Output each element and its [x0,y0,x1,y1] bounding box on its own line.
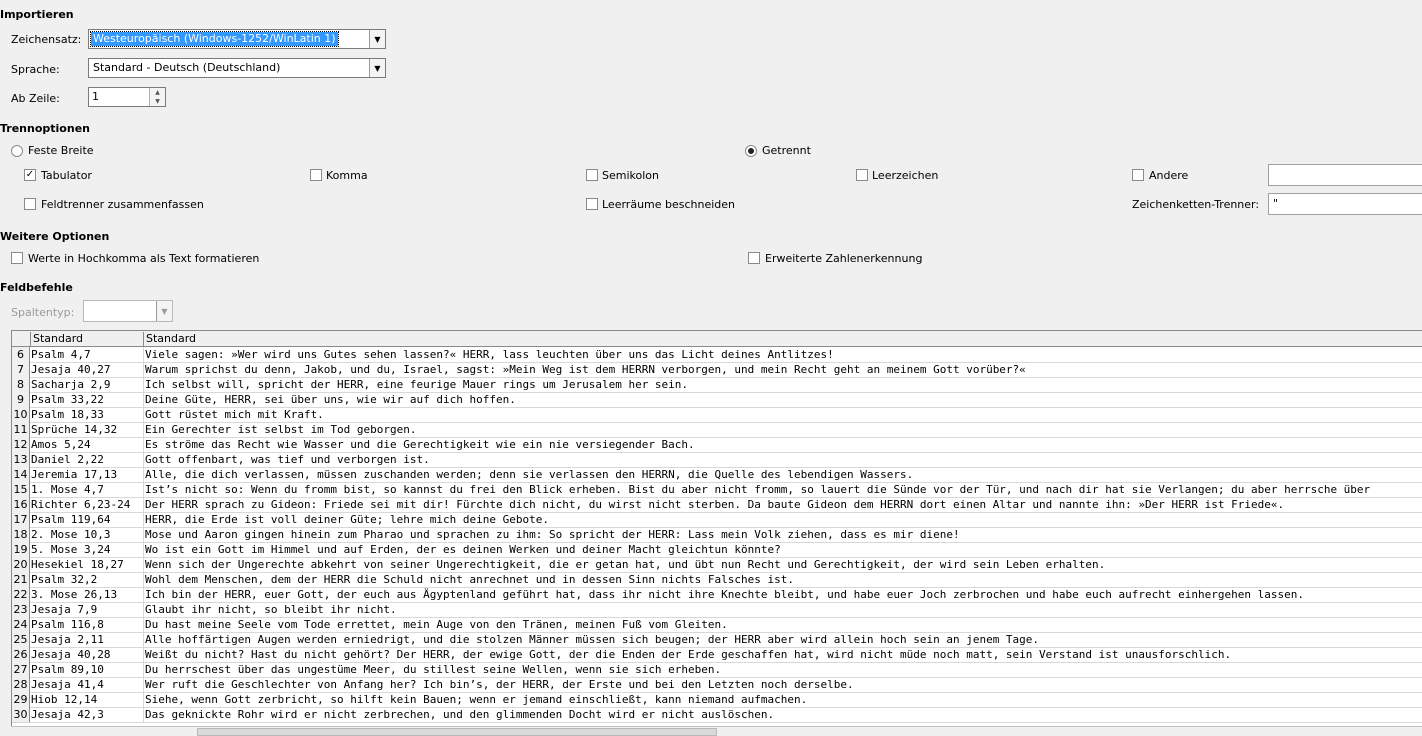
cell-reference[interactable]: Hesekiel 18,27 [31,558,124,571]
cell-reference[interactable]: Daniel 2,22 [31,453,104,466]
table-row[interactable] [12,602,1422,618]
row-number: 16 [12,497,30,512]
tab-checkbox[interactable]: ✓ [25,169,35,180]
cell-reference[interactable]: Psalm 18,33 [31,408,104,421]
table-row[interactable] [12,422,1422,438]
cell-text[interactable]: Viele sagen: »Wer wird uns Gutes sehen lassen?« HERR, lass leuchten über uns das Licht deines Antlitzes! [143,347,1422,362]
space-label: Leerzeichen [872,169,939,182]
row-number: 11 [12,422,30,437]
cell-text[interactable]: Ein Gerechter ist selbst im Tod geborgen. [143,422,1422,437]
row-number: 6 [12,347,30,362]
column-type-label: Spaltentyp: [11,306,75,319]
cell-reference[interactable]: Jesaja 40,27 [31,363,111,376]
fixed-width-radio[interactable] [11,145,23,157]
quoted-as-text-checkbox[interactable] [11,252,23,264]
fixed-width-label: Feste Breite [28,144,94,157]
from-row-label: Ab Zeile: [11,92,60,105]
comma-label: Komma [326,169,368,182]
trim-spaces-label: Leerräume beschneiden [602,198,736,211]
table-row[interactable] [12,347,1422,363]
cell-reference[interactable]: 1. Mose 4,7 [31,483,104,496]
cell-reference[interactable]: 3. Mose 26,13 [31,588,118,601]
spin-down-icon[interactable]: ▼ [150,97,165,106]
cell-text[interactable]: Wo ist ein Gott im Himmel und auf Erden, der es deinen Werken und deiner Macht gleichtun könnte? [143,542,1422,557]
cell-reference[interactable]: Jesaja 7,9 [31,603,98,616]
row-number: 22 [12,587,30,602]
table-row[interactable] [12,437,1422,453]
row-number: 27 [12,662,30,677]
from-row-value: 1 [92,90,99,103]
table-row[interactable] [12,617,1422,633]
row-number: 21 [12,572,30,587]
row-number: 20 [12,557,30,572]
cell-text[interactable]: Ist’s nicht so: Wenn du fromm bist, so kannst du frei den Blick erheben. Bist du aber nicht fromm, so lauert die Sünde vor der Tür, und nach dir hat sie Verlangen; du aber herrsche über [143,482,1422,497]
cell-text[interactable]: Das geknickte Rohr wird er nicht zerbrechen, und den glimmenden Docht wird er nicht auslöschen. [143,707,1422,722]
cell-reference[interactable]: Psalm 4,7 [31,348,91,361]
cell-text[interactable]: Der HERR sprach zu Gideon: Friede sei mit dir! Fürchte dich nicht, du wirst nicht sterben. Da baute Gideon dem HERRN dort einen Altar und nannte ihn: »Der HERR ist Friede«. [143,497,1422,512]
string-delimiter-input[interactable] [1268,193,1422,215]
chevron-down-icon[interactable]: ▼ [369,59,385,77]
charset-label: Zeichensatz: [11,33,82,46]
row-number: 29 [12,692,30,707]
row-number: 10 [12,407,30,422]
table-row[interactable] [12,407,1422,423]
special-numbers-label: Erweiterte Zahlenerkennung [765,252,923,265]
cell-text[interactable]: Du hast meine Seele vom Tode errettet, mein Auge von den Tränen, meinen Fuß vom Gleiten. [143,617,1422,632]
row-number: 24 [12,617,30,632]
cell-reference[interactable]: Psalm 119,64 [31,513,111,526]
row-number: 23 [12,602,30,617]
spin-up-icon[interactable]: ▲ [150,88,165,97]
other-input[interactable] [1268,164,1422,186]
row-number: 12 [12,437,30,452]
preview-grid[interactable] [11,330,1422,735]
row-number: 30 [12,707,30,722]
cell-text[interactable]: Wenn sich der Ungerechte abkehrt von seiner Ungerechtigkeit, die er getan hat, und übt nun Recht und Gerechtigkeit, der wird sein Leben erhalten. [143,557,1422,572]
fields-heading: Feldbefehle [0,281,73,294]
cell-reference[interactable]: Jesaja 40,28 [31,648,111,661]
table-row[interactable] [12,587,1422,603]
language-label: Sprache: [11,63,60,76]
cell-reference[interactable]: Jesaja 41,4 [31,678,104,691]
row-number: 28 [12,677,30,692]
spinner-buttons[interactable] [149,88,165,106]
table-row[interactable] [12,557,1422,573]
cell-text[interactable]: Es ströme das Recht wie Wasser und die Gerechtigkeit wie ein nie versiegender Bach. [143,437,1422,452]
table-row[interactable] [12,527,1422,543]
row-number: 13 [12,452,30,467]
table-row[interactable] [12,452,1422,468]
semicolon-checkbox[interactable] [586,169,598,181]
separated-label: Getrennt [762,144,811,157]
row-number: 14 [12,467,30,482]
cell-reference[interactable]: 2. Mose 10,3 [31,528,111,541]
table-row[interactable] [12,572,1422,588]
cell-reference[interactable]: Sprüche 14,32 [31,423,118,436]
special-numbers-checkbox[interactable] [748,252,760,264]
cell-text[interactable]: Ich bin der HERR, euer Gott, der euch aus Ägyptenland geführt hat, dass ihr nicht ihre Knechte bleibt, und habe euer Joch zerbrochen und habe euch aufrecht einhergehen lassen. [143,587,1422,602]
table-row[interactable] [12,512,1422,528]
cell-text[interactable]: Du herrschest über das ungestüme Meer, du stillest seine Wellen, wenn sie sich erheben. [143,662,1422,677]
cell-text[interactable]: Warum sprichst du denn, Jakob, und du, Israel, sagst: »Mein Weg ist dem HERRN verborgen, und mein Recht geht an meinem Gott vorüber?« [143,362,1422,377]
row-number: 9 [12,392,30,407]
cell-reference[interactable]: Psalm 116,8 [31,618,104,631]
other-label: Andere [1149,169,1189,182]
table-row[interactable] [12,707,1422,723]
cell-text[interactable]: Glaubt ihr nicht, so bleibt ihr nicht. [143,602,1422,617]
cell-text[interactable]: Gott rüstet mich mit Kraft. [143,407,1422,422]
charset-value: Westeuropäisch (Windows-1252/WinLatin 1) [93,32,336,45]
cell-text[interactable]: Alle, die dich verlassen, müssen zuschanden werden; denn sie verlassen den HERRN, die Quelle des lebendigen Wassers. [143,467,1422,482]
row-number: 18 [12,527,30,542]
cell-reference[interactable]: Jesaja 2,11 [31,633,104,646]
cell-reference[interactable]: Psalm 33,22 [31,393,104,406]
cell-text[interactable]: Ich selbst will, spricht der HERR, eine feurige Mauer rings um Jerusalem her sein. [143,377,1422,392]
cell-text[interactable]: Deine Güte, HERR, sei über uns, wie wir auf dich hoffen. [143,392,1422,407]
cell-reference[interactable]: Jesaja 42,3 [31,708,104,721]
table-row[interactable] [12,647,1422,663]
other-checkbox[interactable] [1132,169,1144,181]
cell-reference[interactable]: Amos 5,24 [31,438,91,451]
string-delimiter-value: " [1273,197,1279,210]
quoted-as-text-label: Werte in Hochkomma als Text formatieren [28,252,260,265]
scrollbar-thumb[interactable] [197,728,717,736]
chevron-down-icon[interactable]: ▼ [369,30,385,48]
cell-text[interactable]: Siehe, wenn Gott zerbricht, so hilft kein Bauen; wenn er jemand einschließt, kann niemand aufmachen. [143,692,1422,707]
cell-text[interactable]: HERR, die Erde ist voll deiner Güte; lehre mich deine Gebote. [143,512,1422,527]
language-value: Standard - Deutsch (Deutschland) [93,61,281,74]
row-number: 25 [12,632,30,647]
merge-delimiters-label: Feldtrenner zusammenfassen [41,198,204,211]
column-header-1[interactable]: Standard [30,332,145,346]
cell-text[interactable]: Wohl dem Menschen, dem der HERR die Schuld nicht anrechnet und in dessen Sinn nichts Falsches ist. [143,572,1422,587]
row-number: 26 [12,647,30,662]
table-row[interactable] [12,692,1422,708]
table-row[interactable] [12,467,1422,483]
cell-text[interactable]: Weißt du nicht? Hast du nicht gehört? Der HERR, der ewige Gott, der die Enden der Erde geschaffen hat, wird nicht müde noch matt, sein Verstand ist unausforschlich. [143,647,1422,662]
separator-heading: Trennoptionen [0,122,90,135]
table-row[interactable] [12,392,1422,408]
cell-text[interactable]: Wer ruft die Geschlechter von Anfang her? Ich bin’s, der HERR, der Erste und bei den Letzten noch derselbe. [143,677,1422,692]
further-options-heading: Weitere Optionen [0,230,110,243]
cell-text[interactable]: Gott offenbart, was tief und verborgen ist. [143,452,1422,467]
table-row[interactable] [12,482,1422,498]
table-row[interactable] [12,632,1422,648]
row-number: 15 [12,482,30,497]
cell-reference[interactable]: Jeremia 17,13 [31,468,118,481]
table-row[interactable] [12,497,1422,513]
cell-reference[interactable]: Sacharja 2,9 [31,378,111,391]
table-row[interactable] [12,662,1422,678]
trim-spaces-checkbox[interactable] [586,198,598,210]
comma-checkbox[interactable] [310,169,322,181]
cell-reference[interactable]: Psalm 89,10 [31,663,104,676]
cell-text[interactable]: Mose und Aaron gingen hinein zum Pharao und sprachen zu ihm: So spricht der HERR: Lass mein Volk ziehen, dass es mir diene! [143,527,1422,542]
cell-text[interactable]: Alle hoffärtigen Augen werden erniedrigt, und die stolzen Männer müssen sich beugen; der HERR aber wird allein hoch sein an jenem Tage. [143,632,1422,647]
row-number: 8 [12,377,30,392]
cell-reference[interactable]: 5. Mose 3,24 [31,543,111,556]
separated-radio[interactable] [745,145,757,157]
tab-label: Tabulator [41,169,92,182]
space-checkbox[interactable] [856,169,868,181]
merge-delimiters-checkbox[interactable] [24,198,36,210]
import-heading: Importieren [0,8,74,21]
chevron-down-icon[interactable]: ▼ [156,301,172,321]
row-number: 19 [12,542,30,557]
string-delimiter-label: Zeichenketten-Trenner: [1132,198,1260,211]
cell-reference[interactable]: Psalm 32,2 [31,573,98,586]
column-type-select[interactable] [83,300,173,322]
table-row[interactable] [12,377,1422,393]
column-header-2[interactable]: Standard [143,332,1422,346]
table-row[interactable] [12,362,1422,378]
row-number: 17 [12,512,30,527]
grid-header [12,331,1422,347]
table-row[interactable] [12,542,1422,558]
language-select[interactable] [88,58,386,78]
row-number: 7 [12,362,30,377]
table-row[interactable] [12,677,1422,693]
cell-reference[interactable]: Richter 6,23-24 [31,498,131,511]
semicolon-label: Semikolon [602,169,659,182]
cell-reference[interactable]: Hiob 12,14 [31,693,98,706]
from-row-spinner[interactable] [88,87,166,107]
charset-select[interactable] [88,29,386,49]
